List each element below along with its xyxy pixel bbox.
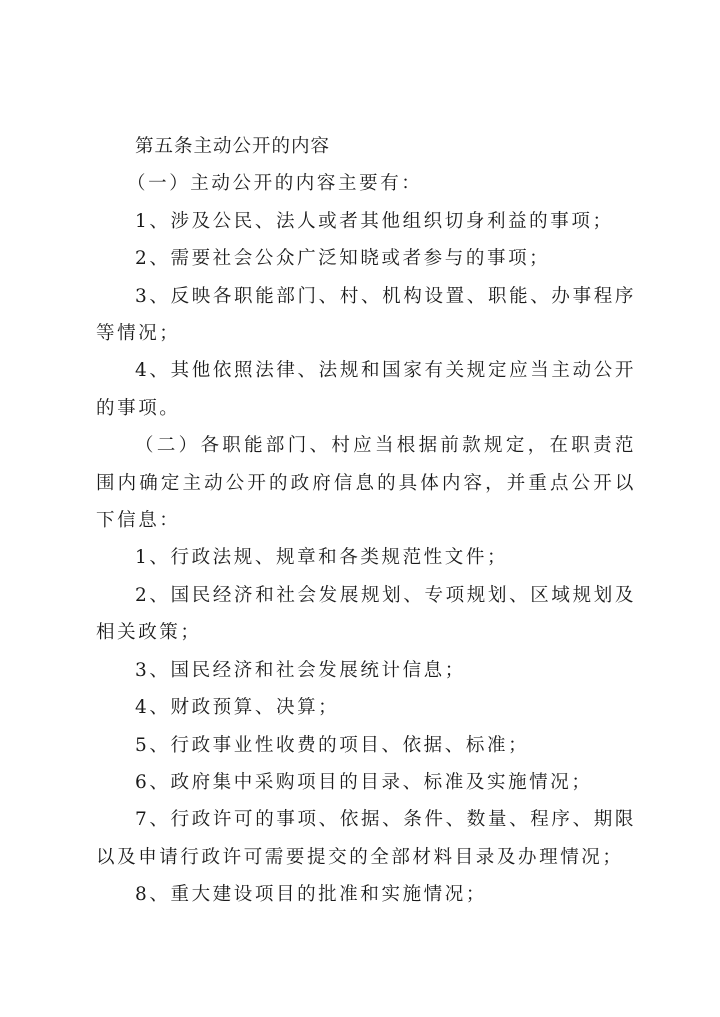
list-item: 3、反映各职能部门、村、机构设置、职能、办事程序等情况； [96,285,636,345]
list-item: 7、行政许可的事项、依据、条件、数量、程序、期限以及申请行政许可需要提交的全部材料目录及办理情况； [96,809,636,868]
document-body [96,128,636,914]
list-item: 1、行政法规、规章和各类规范性文件； [135,547,509,569]
list-item: 6、政府集中采购项目的目录、标准及实施情况； [135,771,593,793]
list-item: 8、重大建设项目的批准和实施情况； [135,884,487,906]
section-two-heading: （二）各职能部门、村应当根据前款规定，在职责范围内确定主动公开的政府信息的具体内容，并重点公开以下信息： [96,435,636,532]
article-heading: 第五条主动公开的内容 [135,136,331,157]
list-item: 4、财政预算、决算； [135,697,340,719]
list-item: 2、需要社会公众广泛知晓或者参与的事项； [135,248,551,270]
list-item: 5、行政事业性收费的项目、依据、标准； [135,734,530,756]
list-item: 1、涉及公民、法人或者其他组织切身利益的事项； [135,210,614,232]
list-item: 2、国民经济和社会发展规划、专项规划、区域规划及相关政策； [96,584,636,644]
list-item: 4、其他依照法律、法规和国家有关规定应当主动公开的事项。 [96,360,636,419]
section-one-heading: （一）主动公开的内容主要有： [127,173,423,195]
list-item: 3、国民经济和社会发展统计信息； [135,659,466,681]
